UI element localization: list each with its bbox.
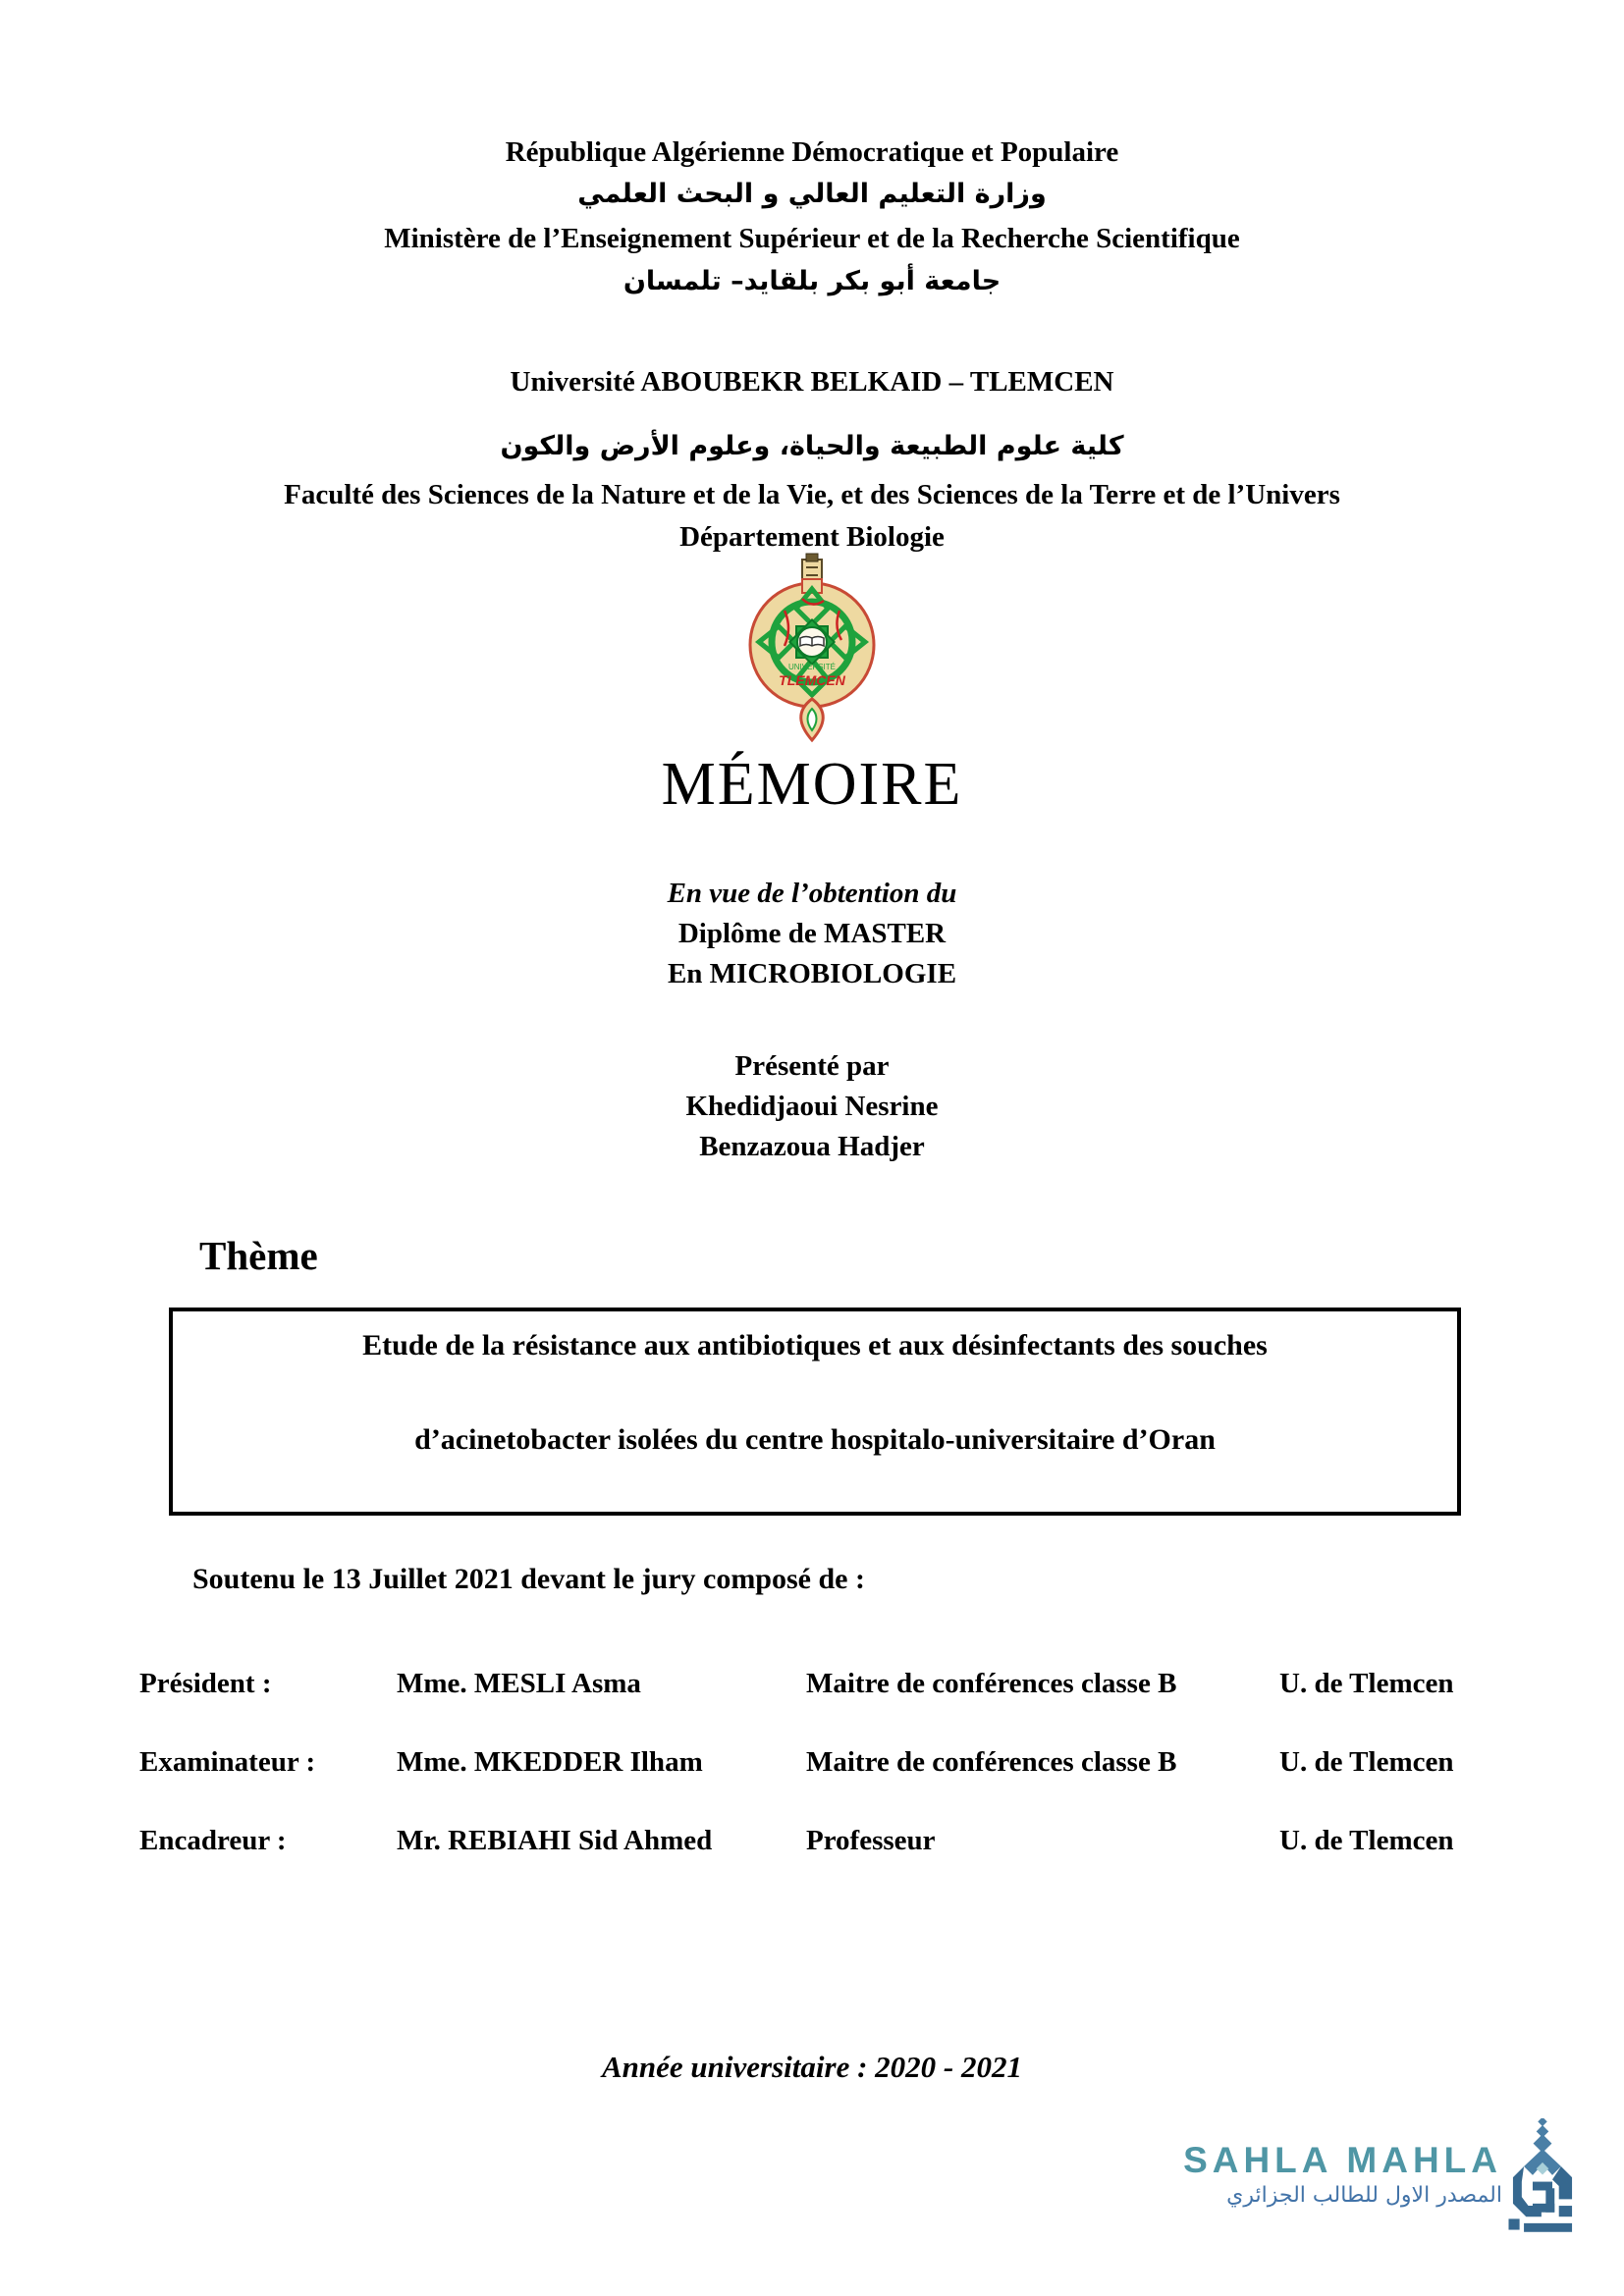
jury-grade: Maitre de conférences classe B [806,1746,1177,1778]
jury-university: U. de Tlemcen [1279,1668,1454,1699]
jury-table [139,1667,1514,1858]
university-name: Université ABOUBEKR BELKAID – TLEMCEN [510,366,1114,398]
author-name-2: Benzazoua Hadjer [699,1131,925,1162]
republic-line: République Algérienne Démocratique et Populaire [505,136,1119,168]
degree-diploma-line: Diplôme de MASTER [677,918,947,949]
department-line: Département Biologie [679,521,945,553]
ministry-line-french: Ministère de l’Enseignement Supérieur et de la Recherche Scientifique [384,223,1240,254]
defense-statement: Soutenu le 13 Juillet 2021 devant le jury composé de : [192,1563,865,1595]
degree-speciality-line: En MICROBIOLOGIE [667,958,957,989]
sahla-mahla-tagline: المصدر الاول للطالب الجزائري [1226,2183,1502,2208]
jury-role: Examinateur : [139,1746,316,1778]
degree-block [0,874,1624,994]
author-name-1: Khedidjaoui Nesrine [685,1091,939,1122]
thesis-title-line-2: d’acinetobacter isolées du centre hospitalo-universitaire d’Oran [414,1423,1216,1456]
university-emblem-icon [733,552,891,744]
faculty-line-french: Faculté des Sciences de la Nature et de la Vie, et des Sciences de la Terre et de l’Univers [284,479,1340,510]
presented-by-label: Présenté par [734,1050,890,1082]
university-line-arabic: جامعة أبو بكر بلقايد– تلمسان [623,266,1001,296]
degree-purpose-line: En vue de l’obtention du [667,878,957,909]
jury-university: U. de Tlemcen [1279,1746,1454,1778]
sahla-mahla-brand: SAHLA MAHLA [1183,2140,1502,2180]
emblem-finial [801,699,824,740]
ministry-line-arabic: وزارة التعليم العالي و البحث العلمي [577,179,1047,209]
sahla-mahla-watermark [1119,2110,1581,2248]
sahla-mahla-logo-icon [1504,2118,1581,2234]
jury-name: Mme. MESLI Asma [397,1668,641,1699]
academic-year: Année universitaire : 2020 - 2021 [602,2050,1022,2084]
theme-heading: Thème [199,1233,318,1278]
thesis-title-line-1: Etude de la résistance aux antibiotiques et aux désinfectants des souches [362,1329,1268,1362]
presented-by-block [0,1046,1624,1167]
jury-role: Président : [139,1668,272,1699]
theme-box [169,1308,1461,1516]
jury-role: Encadreur : [139,1825,287,1856]
jury-name: Mr. REBIAHI Sid Ahmed [397,1825,713,1856]
jury-grade: Professeur [806,1825,936,1856]
faculty-line-arabic: كلية علوم الطبيعة والحياة، وعلوم الأرض والكون [500,431,1124,461]
jury-name: Mme. MKEDDER Ilham [397,1746,703,1778]
jury-grade: Maitre de conférences classe B [806,1668,1177,1699]
emblem-tlemcen-label: TLEMCEN [779,672,845,688]
open-book-icon [789,619,834,664]
jury-university: U. de Tlemcen [1279,1825,1454,1856]
document-title: MÉMOIRE [661,751,963,818]
emblem-universite-label: UNIVERSITÉ [787,663,837,671]
